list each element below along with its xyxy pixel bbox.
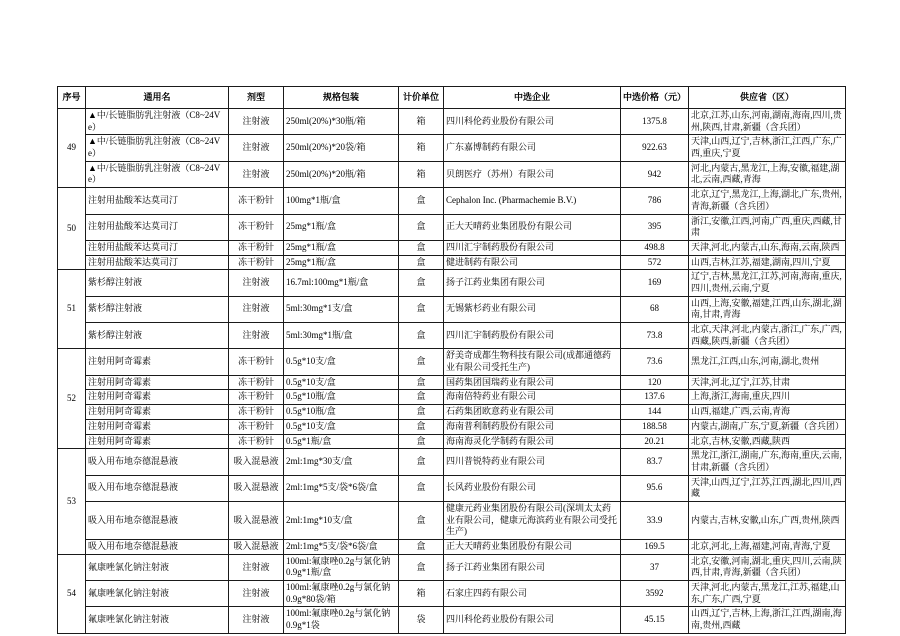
cell-name: 注射用阿奇霉素 bbox=[86, 434, 229, 449]
cell-spec: 0.5g*10支/盒 bbox=[284, 419, 399, 434]
cell-serial-number: 49 bbox=[58, 109, 86, 188]
cell-unit: 盒 bbox=[399, 390, 444, 405]
cell-provinces: 山西,福建,广西,云南,青海 bbox=[689, 405, 846, 420]
table-row bbox=[58, 554, 846, 580]
cell-company: 海南倍特药业有限公司 bbox=[444, 390, 621, 405]
cell-spec: 2ml:1mg*5支/袋*6袋/盒 bbox=[284, 475, 399, 501]
drug-table bbox=[57, 86, 846, 634]
cell-serial-number: 54 bbox=[58, 554, 86, 633]
cell-provinces: 北京,江苏,山东,河南,湖南,海南,四川,贵州,陕西,甘肃,新疆（含兵团） bbox=[689, 109, 846, 135]
cell-name: 注射用阿奇霉素 bbox=[86, 375, 229, 390]
cell-price: 73.6 bbox=[621, 349, 689, 375]
cell-form: 注射液 bbox=[229, 296, 284, 322]
cell-price: 33.9 bbox=[621, 501, 689, 539]
cell-spec: 2ml:1mg*30支/盒 bbox=[284, 449, 399, 475]
cell-company: 四川普锐特药业有限公司 bbox=[444, 449, 621, 475]
table-body bbox=[58, 109, 846, 634]
cell-provinces: 北京,辽宁,黑龙江,上海,湖北,广东,贵州,青海,新疆（含兵团） bbox=[689, 188, 846, 214]
cell-form: 吸入混悬液 bbox=[229, 475, 284, 501]
cell-price: 1375.8 bbox=[621, 109, 689, 135]
cell-name: 注射用盐酸苯达莫司汀 bbox=[86, 188, 229, 214]
cell-company: 广东嘉博制药有限公司 bbox=[444, 135, 621, 161]
cell-form: 冻干粉针 bbox=[229, 214, 284, 240]
cell-spec: 25mg*1瓶/盒 bbox=[284, 240, 399, 255]
cell-form: 冻干粉针 bbox=[229, 240, 284, 255]
cell-unit: 盒 bbox=[399, 270, 444, 296]
cell-price: 95.6 bbox=[621, 475, 689, 501]
cell-name: ▲中/长链脂肪乳注射液（C8~24Ve） bbox=[86, 109, 229, 135]
cell-name: 氟康唑氯化钠注射液 bbox=[86, 554, 229, 580]
cell-company: 无锡紫杉药业有限公司 bbox=[444, 296, 621, 322]
cell-unit: 盒 bbox=[399, 240, 444, 255]
cell-price: 144 bbox=[621, 405, 689, 420]
cell-spec: 16.7ml:100mg*1瓶/盒 bbox=[284, 270, 399, 296]
cell-spec: 0.5g*10瓶/盒 bbox=[284, 405, 399, 420]
table-row bbox=[58, 161, 846, 187]
cell-unit: 箱 bbox=[399, 135, 444, 161]
cell-company: 海南海灵化学制药有限公司 bbox=[444, 434, 621, 449]
cell-form: 吸入混悬液 bbox=[229, 540, 284, 555]
cell-provinces: 内蒙古,吉林,安徽,山东,广西,贵州,陕西 bbox=[689, 501, 846, 539]
cell-company: 舒美奇成都生物科技有限公司(成都通德药业有限公司受托生产) bbox=[444, 349, 621, 375]
cell-price: 395 bbox=[621, 214, 689, 240]
cell-company: 正大天晴药业集团股份有限公司 bbox=[444, 214, 621, 240]
cell-price: 45.15 bbox=[621, 607, 689, 633]
cell-spec: 250ml(20%)*20瓶/箱 bbox=[284, 161, 399, 187]
header-serial-number: 序号 bbox=[58, 87, 86, 109]
cell-name: 注射用阿奇霉素 bbox=[86, 405, 229, 420]
cell-form: 注射液 bbox=[229, 581, 284, 607]
cell-spec: 0.5g*10瓶/盒 bbox=[284, 390, 399, 405]
cell-company: 国药集团国瑞药业有限公司 bbox=[444, 375, 621, 390]
cell-price: 169 bbox=[621, 270, 689, 296]
cell-price: 83.7 bbox=[621, 449, 689, 475]
cell-spec: 0.5g*10支/盒 bbox=[284, 349, 399, 375]
cell-spec: 25mg*1瓶/盒 bbox=[284, 214, 399, 240]
header-selected-price: 中选价格（元） bbox=[621, 87, 689, 109]
cell-provinces: 天津,河北,内蒙古,山东,海南,云南,陕西 bbox=[689, 240, 846, 255]
cell-unit: 盒 bbox=[399, 214, 444, 240]
cell-unit: 盒 bbox=[399, 449, 444, 475]
table-row bbox=[58, 188, 846, 214]
cell-name: 注射用阿奇霉素 bbox=[86, 419, 229, 434]
table-row bbox=[58, 270, 846, 296]
cell-spec: 2ml:1mg*10支/盒 bbox=[284, 501, 399, 539]
cell-name: 氟康唑氯化钠注射液 bbox=[86, 607, 229, 633]
cell-unit: 袋 bbox=[399, 607, 444, 633]
cell-name: ▲中/长链脂肪乳注射液（C8~24Ve） bbox=[86, 161, 229, 187]
cell-provinces: 上海,浙江,海南,重庆,四川 bbox=[689, 390, 846, 405]
cell-price: 786 bbox=[621, 188, 689, 214]
cell-unit: 盒 bbox=[399, 475, 444, 501]
cell-price: 942 bbox=[621, 161, 689, 187]
cell-provinces: 辽宁,吉林,黑龙江,江苏,河南,海南,重庆,四川,贵州,云南,宁夏 bbox=[689, 270, 846, 296]
table-row bbox=[58, 607, 846, 633]
cell-form: 冻干粉针 bbox=[229, 434, 284, 449]
table-row bbox=[58, 475, 846, 501]
cell-price: 20.21 bbox=[621, 434, 689, 449]
cell-spec: 2ml:1mg*5支/袋*6袋/盒 bbox=[284, 540, 399, 555]
table-row bbox=[58, 449, 846, 475]
cell-unit: 盒 bbox=[399, 540, 444, 555]
cell-form: 注射液 bbox=[229, 135, 284, 161]
table-row bbox=[58, 405, 846, 420]
cell-form: 冻干粉针 bbox=[229, 405, 284, 420]
cell-unit: 盒 bbox=[399, 554, 444, 580]
cell-company: 扬子江药业集团有限公司 bbox=[444, 554, 621, 580]
cell-company: 四川汇宇制药股份有限公司 bbox=[444, 323, 621, 349]
cell-provinces: 北京,天津,河北,内蒙古,浙江,广东,广西,西藏,陕西,新疆（含兵团） bbox=[689, 323, 846, 349]
cell-name: 吸入用布地奈德混悬液 bbox=[86, 540, 229, 555]
cell-name: 注射用阿奇霉素 bbox=[86, 390, 229, 405]
cell-price: 572 bbox=[621, 255, 689, 270]
cell-price: 137.6 bbox=[621, 390, 689, 405]
cell-price: 169.5 bbox=[621, 540, 689, 555]
cell-form: 冻干粉针 bbox=[229, 419, 284, 434]
cell-price: 68 bbox=[621, 296, 689, 322]
cell-serial-number: 52 bbox=[58, 349, 86, 449]
cell-unit: 盒 bbox=[399, 255, 444, 270]
cell-name: 吸入用布地奈德混悬液 bbox=[86, 449, 229, 475]
header-supply-provinces: 供应省（区） bbox=[689, 87, 846, 109]
cell-company: 健康元药业集团股份有限公司(深圳太太药业有限公司，健康元海滨药业有限公司受托生产) bbox=[444, 501, 621, 539]
cell-provinces: 天津,山西,辽宁,江苏,江西,湖北,四川,西藏 bbox=[689, 475, 846, 501]
cell-name: 注射用阿奇霉素 bbox=[86, 349, 229, 375]
table-row bbox=[58, 296, 846, 322]
cell-price: 120 bbox=[621, 375, 689, 390]
cell-provinces: 黑龙江,江西,山东,河南,湖北,贵州 bbox=[689, 349, 846, 375]
cell-name: ▲中/长链脂肪乳注射液（C8~24Ve） bbox=[86, 135, 229, 161]
cell-unit: 盒 bbox=[399, 323, 444, 349]
table-row bbox=[58, 375, 846, 390]
cell-provinces: 天津,山西,辽宁,吉林,浙江,江西,广东,广西,重庆,宁夏 bbox=[689, 135, 846, 161]
cell-provinces: 北京,吉林,安徽,西藏,陕西 bbox=[689, 434, 846, 449]
cell-price: 188.58 bbox=[621, 419, 689, 434]
cell-company: 石药集团欧意药业有限公司 bbox=[444, 405, 621, 420]
cell-provinces: 天津,河北,辽宁,江苏,甘肃 bbox=[689, 375, 846, 390]
cell-provinces: 天津,河北,内蒙古,黑龙江,江苏,福建,山东,广东,广西,宁夏 bbox=[689, 581, 846, 607]
cell-name: 注射用盐酸苯达莫司汀 bbox=[86, 214, 229, 240]
cell-serial-number: 50 bbox=[58, 188, 86, 270]
cell-company: 健进制药有限公司 bbox=[444, 255, 621, 270]
cell-spec: 100mg*1瓶/盒 bbox=[284, 188, 399, 214]
table-row bbox=[58, 540, 846, 555]
cell-name: 紫杉醇注射液 bbox=[86, 270, 229, 296]
header-generic-name: 通用名 bbox=[86, 87, 229, 109]
table-row bbox=[58, 240, 846, 255]
cell-form: 冻干粉针 bbox=[229, 375, 284, 390]
header-spec-packaging: 规格包装 bbox=[284, 87, 399, 109]
cell-form: 注射液 bbox=[229, 607, 284, 633]
cell-company: 四川科伦药业股份有限公司 bbox=[444, 607, 621, 633]
table-row bbox=[58, 581, 846, 607]
cell-name: 氟康唑氯化钠注射液 bbox=[86, 581, 229, 607]
cell-company: 贝朗医疗（苏州）有限公司 bbox=[444, 161, 621, 187]
cell-name: 紫杉醇注射液 bbox=[86, 296, 229, 322]
cell-spec: 250ml(20%)*20袋/箱 bbox=[284, 135, 399, 161]
cell-unit: 箱 bbox=[399, 581, 444, 607]
cell-provinces: 河北,内蒙古,黑龙江,上海,安徽,福建,湖北,云南,西藏,青海 bbox=[689, 161, 846, 187]
table-row bbox=[58, 434, 846, 449]
cell-unit: 盒 bbox=[399, 434, 444, 449]
cell-spec: 0.5g*10支/盒 bbox=[284, 375, 399, 390]
cell-provinces: 北京,安徽,河南,湖北,重庆,四川,云南,陕西,甘肃,青海,新疆（含兵团） bbox=[689, 554, 846, 580]
table-header-row bbox=[58, 87, 846, 109]
cell-company: Cephalon Inc. (Pharmachemie B.V.) bbox=[444, 188, 621, 214]
header-selected-enterprise: 中选企业 bbox=[444, 87, 621, 109]
cell-name: 吸入用布地奈德混悬液 bbox=[86, 501, 229, 539]
cell-unit: 盒 bbox=[399, 188, 444, 214]
table-row bbox=[58, 109, 846, 135]
cell-spec: 100ml:氟康唑0.2g与氯化钠0.9g*1瓶/盒 bbox=[284, 554, 399, 580]
cell-provinces: 山西,辽宁,吉林,上海,浙江,江西,湖南,海南,贵州,西藏 bbox=[689, 607, 846, 633]
cell-form: 冻干粉针 bbox=[229, 255, 284, 270]
cell-company: 长风药业股份有限公司 bbox=[444, 475, 621, 501]
table-row bbox=[58, 255, 846, 270]
cell-name: 吸入用布地奈德混悬液 bbox=[86, 475, 229, 501]
cell-unit: 盒 bbox=[399, 349, 444, 375]
cell-name: 注射用盐酸苯达莫司汀 bbox=[86, 255, 229, 270]
cell-company: 四川科伦药业股份有限公司 bbox=[444, 109, 621, 135]
cell-spec: 5ml:30mg*1支/盒 bbox=[284, 296, 399, 322]
cell-serial-number: 53 bbox=[58, 449, 86, 555]
cell-form: 注射液 bbox=[229, 109, 284, 135]
cell-company: 石家庄四药有限公司 bbox=[444, 581, 621, 607]
cell-unit: 盒 bbox=[399, 375, 444, 390]
cell-price: 498.8 bbox=[621, 240, 689, 255]
cell-spec: 100ml:氟康唑0.2g与氯化钠0.9g*1袋 bbox=[284, 607, 399, 633]
cell-form: 注射液 bbox=[229, 270, 284, 296]
cell-unit: 盒 bbox=[399, 419, 444, 434]
cell-price: 73.8 bbox=[621, 323, 689, 349]
cell-provinces: 北京,河北,上海,福建,河南,青海,宁夏 bbox=[689, 540, 846, 555]
table-row bbox=[58, 419, 846, 434]
cell-unit: 箱 bbox=[399, 109, 444, 135]
table-row bbox=[58, 323, 846, 349]
cell-provinces: 浙江,安徽,江西,河南,广西,重庆,西藏,甘肃 bbox=[689, 214, 846, 240]
header-pricing-unit: 计价单位 bbox=[399, 87, 444, 109]
header-dosage-form: 剂型 bbox=[229, 87, 284, 109]
cell-unit: 盒 bbox=[399, 296, 444, 322]
cell-name: 注射用盐酸苯达莫司汀 bbox=[86, 240, 229, 255]
cell-form: 冻干粉针 bbox=[229, 188, 284, 214]
cell-company: 四川汇宇制药股份有限公司 bbox=[444, 240, 621, 255]
cell-form: 吸入混悬液 bbox=[229, 449, 284, 475]
cell-serial-number: 51 bbox=[58, 270, 86, 349]
cell-name: 紫杉醇注射液 bbox=[86, 323, 229, 349]
table-row bbox=[58, 390, 846, 405]
table-row bbox=[58, 214, 846, 240]
cell-form: 冻干粉针 bbox=[229, 390, 284, 405]
cell-price: 922.63 bbox=[621, 135, 689, 161]
cell-form: 注射液 bbox=[229, 161, 284, 187]
cell-price: 37 bbox=[621, 554, 689, 580]
table-row bbox=[58, 349, 846, 375]
cell-unit: 盒 bbox=[399, 405, 444, 420]
cell-form: 注射液 bbox=[229, 554, 284, 580]
cell-unit: 箱 bbox=[399, 161, 444, 187]
cell-unit: 盒 bbox=[399, 501, 444, 539]
cell-form: 注射液 bbox=[229, 323, 284, 349]
cell-provinces: 黑龙江,浙江,湖南,广东,海南,重庆,云南,甘肃,新疆（含兵团） bbox=[689, 449, 846, 475]
cell-spec: 250ml(20%)*30瓶/箱 bbox=[284, 109, 399, 135]
cell-company: 正大天晴药业集团股份有限公司 bbox=[444, 540, 621, 555]
cell-spec: 5ml:30mg*1瓶/盒 bbox=[284, 323, 399, 349]
cell-form: 冻干粉针 bbox=[229, 349, 284, 375]
cell-company: 海南普利制药股份有限公司 bbox=[444, 419, 621, 434]
cell-price: 3592 bbox=[621, 581, 689, 607]
cell-spec: 100ml:氟康唑0.2g与氯化钠0.9g*80袋/箱 bbox=[284, 581, 399, 607]
table-row bbox=[58, 501, 846, 539]
cell-spec: 25mg*1瓶/盒 bbox=[284, 255, 399, 270]
cell-spec: 0.5g*1瓶/盒 bbox=[284, 434, 399, 449]
table-row bbox=[58, 135, 846, 161]
cell-provinces: 山西,上海,安徽,福建,江西,山东,湖北,湖南,甘肃,青海 bbox=[689, 296, 846, 322]
cell-form: 吸入混悬液 bbox=[229, 501, 284, 539]
cell-provinces: 内蒙古,湖南,广东,宁夏,新疆（含兵团） bbox=[689, 419, 846, 434]
cell-provinces: 山西,吉林,江苏,福建,湖南,四川,宁夏 bbox=[689, 255, 846, 270]
cell-company: 扬子江药业集团有限公司 bbox=[444, 270, 621, 296]
